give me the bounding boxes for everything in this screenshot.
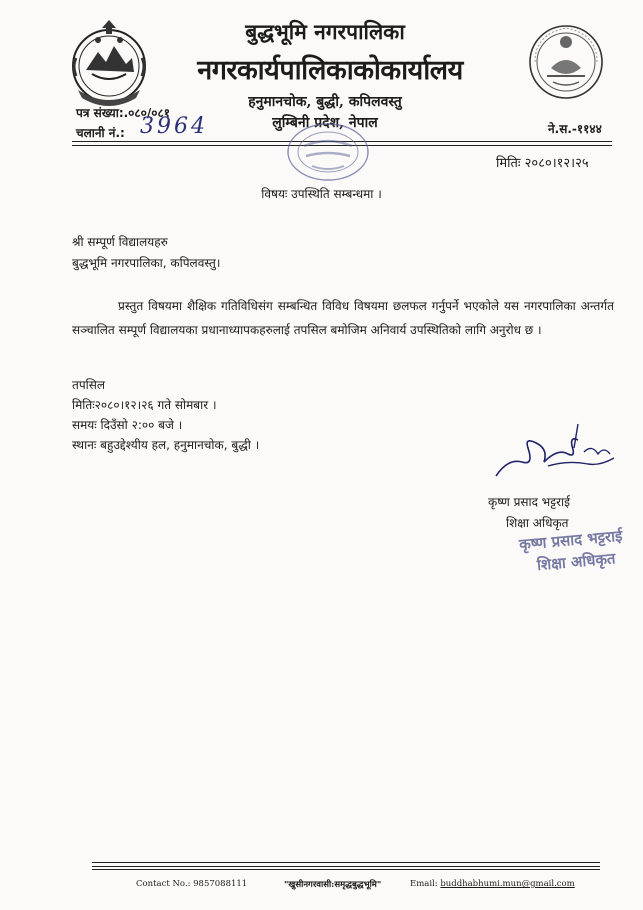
details-heading: तपसिल xyxy=(72,378,106,392)
signatory-name: कृष्ण प्रसाद भट्टराई xyxy=(488,495,571,509)
letter-body: प्रस्तुत विषयमा शैक्षिक गतिविधिसंग सम्बन्धित विविध विषयमा छलफल गर्नुपर्ने भएकोले यस नगरपालिका अन्तर्गत सञ्चालित सम्पूर्ण विद्यालयका प्रधानाध्यापकहरुलाई तपसिल बमोजिम अनिवार्य उपस्थितिको लागि अनुरोध छ । xyxy=(72,299,614,337)
meeting-venue: स्थानः बहुउद्देश्यीय हल, हनुमानचोक, बुद्धी । xyxy=(72,438,260,452)
footer-divider xyxy=(92,862,600,863)
footer-email-label: Email: xyxy=(410,879,438,889)
footer-slogan: "खुसीनगरवासी:समृद्धबुद्धभूमि" xyxy=(284,880,382,890)
signatory-stamp-title: शिक्षा अधिकृत xyxy=(536,549,617,575)
meeting-date: मितिः२०८०।१२।२६ गते सोमबार । xyxy=(72,398,217,412)
nepal-emblem-icon xyxy=(68,18,150,106)
signatory-title: शिक्षा अधिकृत xyxy=(506,516,569,530)
nepal-sambat-number: ने.स.-११४४ xyxy=(548,122,602,136)
dispatch-number-label: चलानी नं.: xyxy=(76,126,125,140)
meeting-time: समयः दिउँसो २:०० बजे । xyxy=(72,418,183,432)
recipient-line-2: बुद्धभूमि नगरपालिका, कपिलवस्तु। xyxy=(72,256,221,270)
office-name: नगरकार्यपालिकाकोकार्यालय xyxy=(197,55,463,86)
letter-date: मितिः २०८०।१२।२५ xyxy=(496,156,589,171)
municipality-logo-icon xyxy=(527,22,605,104)
email-link[interactable]: buddhabhumi.mun@gmail.com xyxy=(440,879,575,889)
dispatch-number-handwritten: 3964 xyxy=(140,114,208,139)
footer-divider xyxy=(92,866,600,867)
footer xyxy=(0,879,643,895)
province-name: लुम्बिनी प्रदेश, नेपाल xyxy=(272,115,378,131)
reference-number: पत्र संख्या:.०८०/०८१ xyxy=(76,106,170,120)
municipality-name: बुद्धभूमि नगरपालिका xyxy=(245,19,405,44)
footer-divider xyxy=(92,869,600,870)
recipient-line-1: श्री सम्पूर्ण विद्यालयहरु xyxy=(72,235,168,249)
signatory-stamp-name: कृष्ण प्रसाद भट्टराई xyxy=(518,526,624,554)
footer-contact: Contact No.: 9857088111 xyxy=(136,879,248,889)
office-stamp-icon xyxy=(286,120,370,184)
letter-subject: विषयः उपस्थिति सम्बन्धमा । xyxy=(261,187,382,201)
office-address: हनुमानचोक, बुद्धी, कपिलवस्तु xyxy=(248,94,402,110)
signature-icon xyxy=(488,418,618,482)
footer-email xyxy=(410,879,575,889)
signatory-stamp xyxy=(512,521,634,581)
